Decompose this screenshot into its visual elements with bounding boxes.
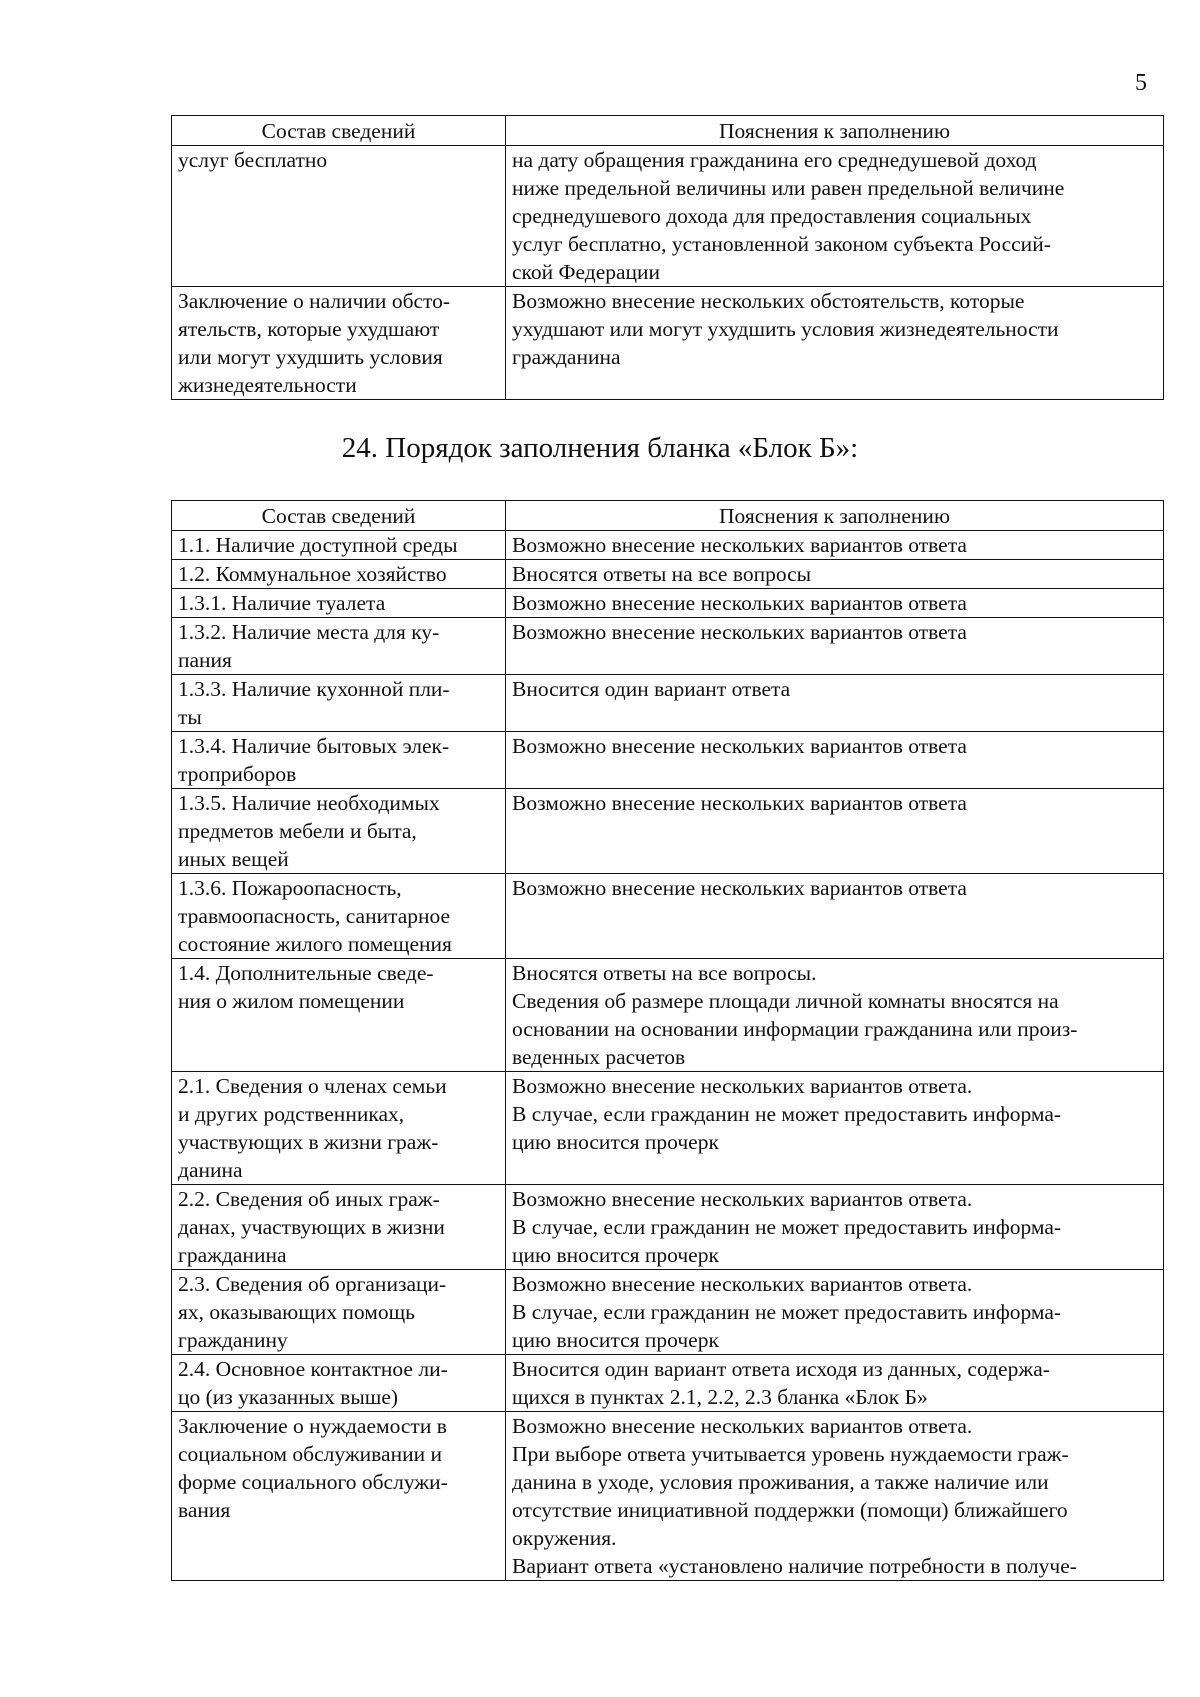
column-header-composition: Состав сведений	[172, 501, 506, 531]
table-row	[172, 789, 1164, 874]
table-row	[172, 531, 1164, 560]
row-field-cell	[172, 675, 506, 732]
row-field-text: 1.4. Дополнительные сведе- ния о жилом помещении	[178, 961, 434, 1013]
row-explanation-cell	[506, 146, 1164, 287]
row-explanation-text: Возможно внесение нескольких вариантов ответа	[512, 533, 967, 557]
row-explanation-cell	[506, 287, 1164, 400]
row-field-cell	[172, 1270, 506, 1355]
row-explanation-cell	[506, 675, 1164, 732]
table-row	[172, 560, 1164, 589]
row-explanation-cell	[506, 874, 1164, 959]
page-number: 5	[1135, 70, 1147, 96]
row-field-cell	[172, 146, 506, 287]
table-header-row	[172, 116, 1164, 146]
row-field-cell	[172, 1185, 506, 1270]
row-field-text: 1.3.1. Наличие туалета	[178, 591, 386, 615]
row-field-cell	[172, 560, 506, 589]
row-field-text: услуг бесплатно	[178, 148, 328, 172]
row-field-text: 1.3.3. Наличие кухонной пли- ты	[178, 677, 450, 729]
column-header-composition: Состав сведений	[172, 116, 506, 146]
row-field-cell	[172, 1355, 506, 1412]
row-explanation-text: Возможно внесение нескольких вариантов ответа. При выборе ответа учитывается уровень нуждаемости граж- данина в уходе, условия проживания, а также наличие или отсутствие инициативной поддержки (помощи) ближайшего окружения. Вариант ответа «установлено наличие потребности в получе-	[512, 1414, 1077, 1578]
row-explanation-cell	[506, 589, 1164, 618]
row-explanation-cell	[506, 1412, 1164, 1581]
row-field-text: 1.1. Наличие доступной среды	[178, 533, 458, 557]
row-field-text: 1.3.4. Наличие бытовых элек- троприборов	[178, 734, 450, 786]
row-explanation-text: Возможно внесение нескольких вариантов ответа	[512, 734, 967, 758]
column-header-explanations: Пояснения к заполнению	[506, 501, 1164, 531]
row-explanation-cell	[506, 1072, 1164, 1185]
row-explanation-cell	[506, 732, 1164, 789]
row-explanation-text: Вносятся ответы на все вопросы. Сведения об размере площади личной комнаты вносятся на основании на основании информации гражданина или произ- веденных расчетов	[512, 961, 1078, 1069]
row-field-cell	[172, 287, 506, 400]
row-field-text: 1.3.6. Пожароопасность, травмоопасность, санитарное состояние жилого помещения	[178, 876, 452, 956]
row-explanation-text: Вносится один вариант ответа	[512, 677, 791, 701]
row-explanation-cell	[506, 531, 1164, 560]
table-row	[172, 589, 1164, 618]
row-field-text: 1.3.5. Наличие необходимых предметов мебели и быта, иных вещей	[178, 791, 440, 871]
instructions-table-continued	[171, 115, 1164, 400]
row-field-cell	[172, 1072, 506, 1185]
row-explanation-cell	[506, 1355, 1164, 1412]
block-b-instructions-table	[171, 500, 1164, 1581]
row-field-text: 2.1. Сведения о членах семьи и других родственниках, участвующих в жизни граж- данина	[178, 1074, 447, 1182]
row-explanation-text: Возможно внесение нескольких вариантов ответа. В случае, если гражданин не может предоставить информа- цию вносится прочерк	[512, 1187, 1062, 1267]
table-row	[172, 1270, 1164, 1355]
row-explanation-cell	[506, 959, 1164, 1072]
table-row	[172, 732, 1164, 789]
row-explanation-text: Возможно внесение нескольких обстоятельств, которые ухудшают или могут ухудшить условия жизнедеятельности гражданина	[512, 289, 1059, 369]
row-explanation-cell	[506, 618, 1164, 675]
table-row	[172, 287, 1164, 400]
row-explanation-text: на дату обращения гражданина его среднедушевой доход ниже предельной величины или равен предельной величине среднедушевого дохода для предоставления социальных услуг бесплатно, установленной законом субъекта Россий- ской Федерации	[512, 148, 1065, 284]
row-field-text: 1.3.2. Наличие места для ку- пания	[178, 620, 440, 672]
row-field-text: 2.4. Основное контактное ли- цо (из указанных выше)	[178, 1357, 448, 1409]
row-explanation-text: Возможно внесение нескольких вариантов ответа	[512, 591, 967, 615]
row-explanation-text: Возможно внесение нескольких вариантов ответа. В случае, если гражданин не может предоставить информа- цию вносится прочерк	[512, 1272, 1062, 1352]
row-field-cell	[172, 618, 506, 675]
table-row	[172, 618, 1164, 675]
row-explanation-cell	[506, 789, 1164, 874]
table-row	[172, 1185, 1164, 1270]
row-field-cell	[172, 732, 506, 789]
row-field-cell	[172, 789, 506, 874]
table-row	[172, 874, 1164, 959]
row-field-text: Заключение о наличии обсто- ятельств, которые ухудшают или могут ухудшить условия жизнедеятельности	[178, 289, 451, 397]
row-explanation-text: Возможно внесение нескольких вариантов ответа	[512, 620, 967, 644]
row-explanation-cell	[506, 1185, 1164, 1270]
row-field-cell	[172, 589, 506, 618]
column-header-explanations: Пояснения к заполнению	[506, 116, 1164, 146]
row-field-text: Заключение о нуждаемости в социальном обслуживании и форме социального обслужи- вания	[178, 1414, 448, 1522]
row-explanation-text: Возможно внесение нескольких вариантов ответа	[512, 876, 967, 900]
row-explanation-text: Возможно внесение нескольких вариантов ответа. В случае, если гражданин не может предоставить информа- цию вносится прочерк	[512, 1074, 1062, 1154]
row-explanation-text: Вносится один вариант ответа исходя из данных, содержа- щихся в пунктах 2.1, 2.2, 2.3 бланка «Блок Б»	[512, 1357, 1050, 1409]
table-row	[172, 1355, 1164, 1412]
table-row	[172, 959, 1164, 1072]
row-field-cell	[172, 531, 506, 560]
row-explanation-cell	[506, 1270, 1164, 1355]
row-field-cell	[172, 1412, 506, 1581]
block-b-table-body	[172, 531, 1164, 1581]
row-field-cell	[172, 874, 506, 959]
row-field-text: 2.2. Сведения об иных граж- данах, участвующих в жизни гражданина	[178, 1187, 445, 1267]
table-header-row	[172, 501, 1164, 531]
row-field-text: 1.2. Коммунальное хозяйство	[178, 562, 447, 586]
table-row	[172, 1412, 1164, 1581]
row-explanation-text: Вносятся ответы на все вопросы	[512, 562, 812, 586]
row-field-cell	[172, 959, 506, 1072]
row-field-text: 2.3. Сведения об организаци- ях, оказывающих помощь гражданину	[178, 1272, 447, 1352]
table-row	[172, 146, 1164, 287]
section-heading: 24. Порядок заполнения бланка «Блок Б»:	[341, 432, 859, 464]
row-explanation-text: Возможно внесение нескольких вариантов ответа	[512, 791, 967, 815]
table-row	[172, 675, 1164, 732]
row-explanation-cell	[506, 560, 1164, 589]
table-row	[172, 1072, 1164, 1185]
